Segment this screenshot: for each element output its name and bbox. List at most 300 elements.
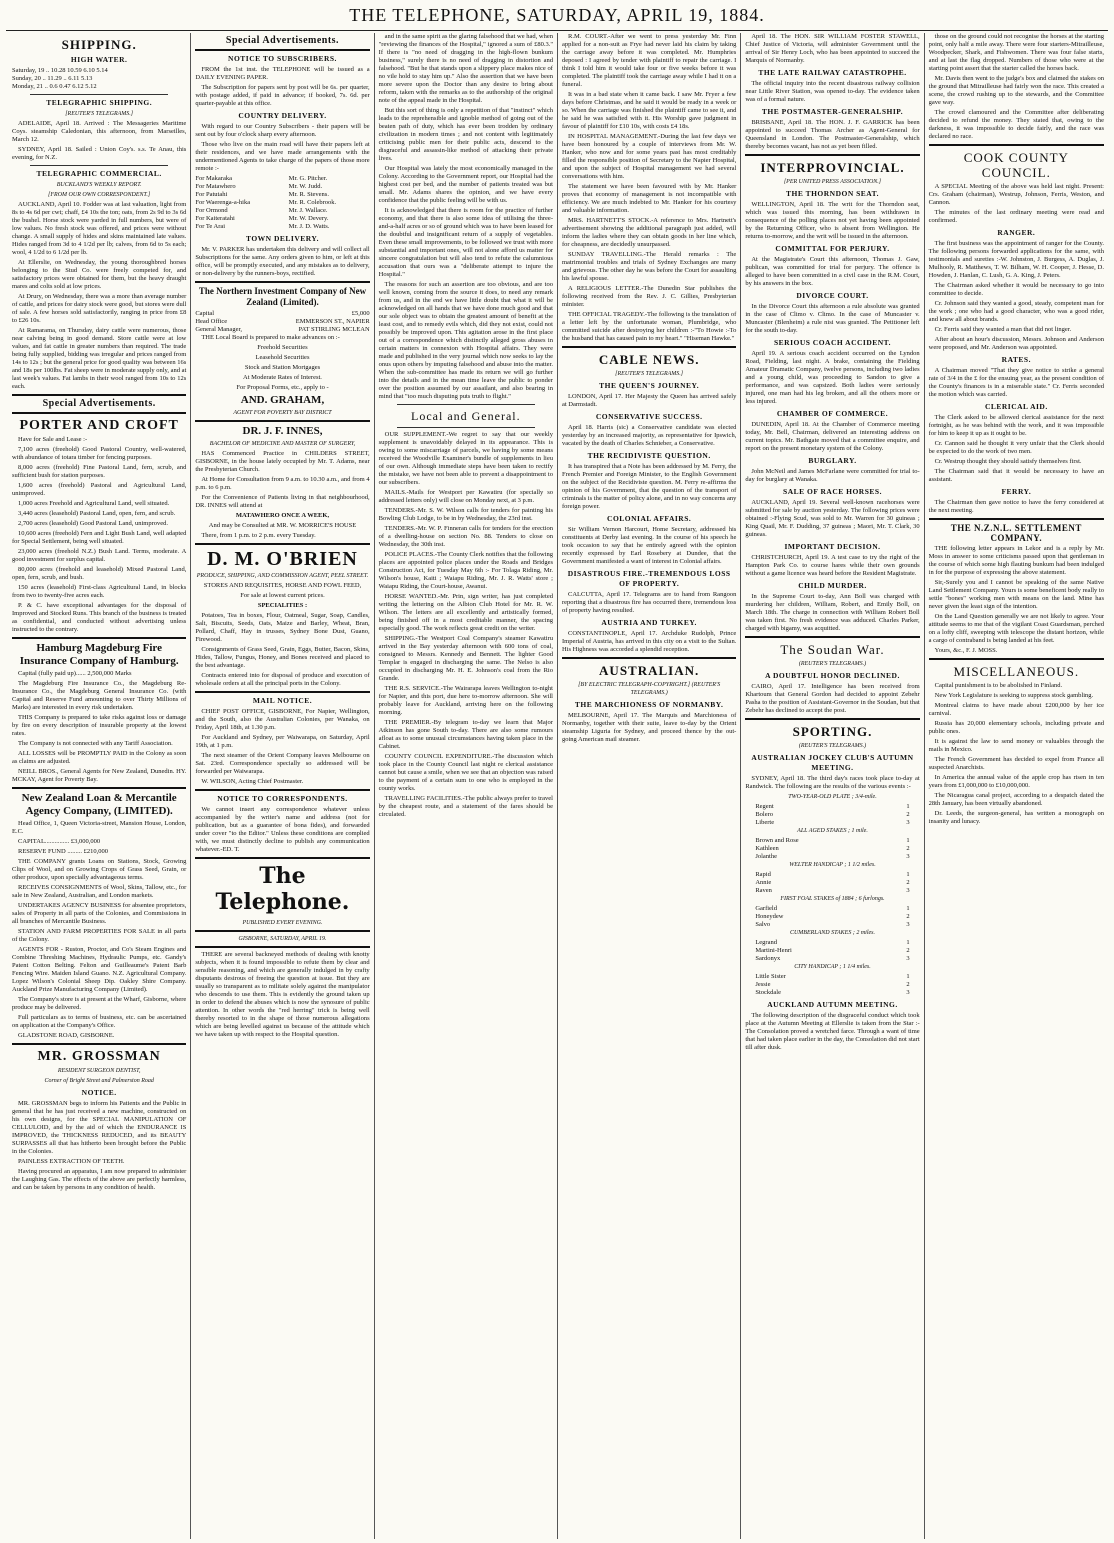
table-row — [195, 183, 369, 191]
paragraph: TRAVELLING FACILITIES.-The public always prefer to travel by the cheapest route, and a statement of the fares should be circulated. — [378, 795, 553, 818]
paragraph: Contracts entered into for disposal of produce and execution of wholesale orders at all the principal ports in the Colony. — [195, 672, 370, 687]
subheading: AUSTRIA AND TURKEY. — [601, 618, 697, 627]
source-line: [BY ELECTRIC TELEGRAPH-COPYRIGHT.] (REUTER'S TELEGRAMS.) — [578, 682, 721, 696]
paragraph: 8,000 acres (freehold) Fine Pastoral Land, fern, scrub, and sufficient bush for station purposes. — [12, 464, 187, 479]
horse-name: Jolanthe — [755, 853, 777, 860]
table-row — [745, 905, 919, 913]
divider — [12, 394, 186, 396]
divider — [12, 637, 186, 639]
paragraph: ALL LOSSES will be PROMPTLY PAID in the Colony as soon as claims are adjusted. — [12, 750, 187, 765]
paragraph: With regard to our Country Subscribers - their papers will be sent out by four o'clock sharp every afternoon. — [195, 123, 370, 138]
columns — [8, 33, 1108, 1539]
paragraph: April 19. A serious coach accident occurred on the Lyndon Road, Fielding, last night. A brake, containing the Fielding Amateur Dramatic Company, twelve persons, including two ladies and a young child, was proceeding to Sandon to give a performance, and was capsized. Both ladies were seriously injured, one man had his leg broken, and all the others more or less injured. — [745, 350, 920, 405]
subheading: AGENT FOR POVERTY BAY DISTRICT — [233, 410, 332, 416]
paragraph: 10,600 acres (freehold) Fern and Light Bush Land, well adapted for Special Settlement, being well situated. — [12, 530, 187, 545]
paragraph: For the Convenience of Patients living in that neighbourhood, DR. INNES will attend at — [195, 494, 370, 509]
divider — [929, 658, 1104, 660]
agent-place: For Waerenga-a-hika — [195, 199, 251, 206]
dateline: GISBORNE, SATURDAY, APRIL 19. — [238, 936, 327, 942]
section-heading: COUNTRY DELIVERY. — [238, 111, 327, 120]
subheading: AUCKLAND AUTUMN MEETING. — [767, 1000, 898, 1009]
paragraph: RESERVE FUND ......... £210,000 — [18, 848, 108, 855]
agent-place: For Ormond — [195, 207, 228, 214]
paragraph: Those who live on the main road will have their papers left at their residences, and we have made arrangements with the undermentioned Agents to take charge of the papers of those more remote :- — [195, 141, 370, 172]
paragraph: The Company is not connected with any Tariff Association. — [18, 740, 173, 747]
shipping-heading: SHIPPING. — [61, 37, 137, 52]
paragraph: DUNEDIN, April 18. At the Chamber of Commerce meeting today, Mr. Bell, Chairman, delivered an interesting address on current topics. Mr. Bathgate moved that a committee enquire, and report on the present monetary system of the Colony. — [745, 421, 920, 452]
race-title: ALL AGED STAKES ; 1 mile. — [797, 828, 868, 834]
ad-title: D. M. O'BRIEN — [207, 548, 358, 570]
section-heading: THE N.Z.N.L. SETTLEMENT COMPANY. — [950, 523, 1082, 543]
table-row — [195, 191, 369, 199]
paragraph: There, from 1 p.m. to 2 p.m. every Tuesday. — [201, 532, 316, 539]
placing: 1 — [906, 905, 910, 912]
section-heading: TELEGRAPHIC SHIPPING. — [46, 98, 153, 107]
source-line: [REUTER'S TELEGRAMS.] — [65, 111, 134, 117]
race-table — [745, 905, 919, 929]
placing: 1 — [906, 803, 910, 810]
ad-title: New Zealand Loan & Mercantile Agency Company, (LIMITED). — [21, 792, 177, 817]
paragraph: It was in a bad state when it came back. I saw Mr. Fryer a few days before Christmas, and he said it would be ready in a week or so. When the carriage was finished the plaintiff came to see it, and he said he was satisfied with it. His Worship gave judgment in favour of plaintiff for £10 10s, with costs £4 18s. — [561, 91, 737, 130]
ad-title: The Northern Investment Company of New Zealand (Limited). — [198, 286, 367, 307]
paragraph: TENDERS.-Mr. S. W. Wilson calls for tenders for painting his Bowling Club Lodge, to be in by Wednesday, the 23rd inst. — [378, 507, 553, 522]
paragraph: THE OFFICIAL TRAGEDY.-The following is the translation of a letter left by the unfortunate woman, Plumbridge, who committed suicide after destroying her children :-"To Howie :-To the husband that has caused pain to my heart." "Hiseman Hawke." — [561, 311, 737, 342]
subheading: THE QUEEN'S JOURNEY. — [599, 381, 700, 390]
paragraph: Full particulars as to terms of business, etc. can be ascertained on application at the Company's Office. — [12, 1014, 187, 1029]
agent-name: Mr. W. Judd. — [288, 183, 323, 190]
race-table — [745, 939, 919, 963]
paragraph: AUCKLAND, April 19. Several well-known racehorses were submitted for sale by auction yesterday. The following prices were obtained :-Flying Scud, was sold to Mr. Warren for 30 guineas ; King Quail, Mr. F. Dudding, 37 guineas ; Maori, Mr. T. Clark, 30 guineas. — [745, 499, 920, 538]
section-heading: MAIL NOTICE. — [252, 696, 313, 705]
paragraph: SYDNEY, April 18. Sailed : Union Coy's. s.s. Te Anau, this evening, for N.Z. — [12, 146, 187, 161]
ad-title: MR. GROSSMAN — [37, 1049, 161, 1064]
paragraph: Consignments of Grass Seed, Grain, Eggs, Butter, Bacon, Skins, Hides, Tallow, Fungus, Honey, and Bones received and placed to the best advantage. — [195, 646, 370, 669]
table-row — [745, 939, 919, 947]
divider — [195, 946, 369, 948]
paragraph: April 18. Harris (sic) a Conservative candidate was elected yesterday by an increased majority, as representative for Ipswich, vacated by the death of Charles Schnieber, a Conservative. — [561, 424, 737, 447]
horse-name: Legrand — [755, 939, 777, 946]
list-item: MATAWHERO ONCE A WEEK, — [235, 512, 330, 519]
paragraph: The Chairman then gave notice to have the ferry considered at the next meeting. — [928, 499, 1104, 514]
paragraph: It has transpired that a Note has been addressed by M. Ferry, the French Premier and Foreign Minister, to the English Government on the subject of the Recidiviste question. M. Ferry re-affirms the opinion of his Government, that the question of the transport of criminals is the matter of policy alone, and in no way concerns any foreign power. — [561, 463, 737, 510]
section-heading: The Soudan War. — [780, 642, 885, 657]
section-heading: CABLE NEWS. — [598, 352, 700, 367]
section-heading: INTERPROVINCIAL. — [760, 160, 905, 175]
table-row — [745, 837, 919, 845]
paragraph: CHRISTCHURCH, April 19. A test case to try the right of the Hampton Park Co. to course hares while their own grounds without a game licence was heard before the Resident Magistrate. — [745, 554, 920, 577]
label: Capital — [195, 310, 215, 317]
list-item: Freehold Securities — [257, 344, 308, 351]
tide-table — [12, 67, 186, 91]
subheading: FERRY. — [1001, 487, 1032, 496]
paragraph: Cr. Johnson said they wanted a good, steady, competent man for the work ; one who had a good character, who was a good rider, and knew all about brands. — [928, 300, 1104, 323]
divider — [397, 404, 535, 405]
paragraph: In the Supreme Court to-day, Ann Boll was charged with murdering her children, William, Robert, and Emily Boll, on March 18th. The charge in connection with William Robert Boll was taken first. No fresh evidence was adduced. Charles Parker, charged with bigamy, was acquitted. — [745, 593, 920, 632]
paragraph: The Nicaragua canal project, according to a despatch dated the 28th January, has been virtually abandoned. — [928, 792, 1104, 807]
divider — [745, 154, 919, 156]
subheading: THE POSTMASTER-GENERALSHIP. — [761, 107, 904, 116]
agent-place: For Te Arai — [195, 223, 226, 230]
ad-title: Hamburg Magdeburg Fire Insurance Company of Hamburg. — [19, 642, 179, 667]
paragraph: W. WILSON, Acting Chief Postmaster. — [201, 778, 304, 785]
horse-name: Stockdale — [755, 989, 781, 996]
divider — [30, 165, 168, 166]
divider — [195, 543, 369, 545]
paragraph: John McNeil and James McFarlane were committed for trial to-day for burglary at Wanaka. — [745, 468, 920, 483]
paragraph: those on the ground could not recognise the horses at the starting point, only half a mile away. There were four starters-Mitrailleuse, Woodpecker, Shark, and Fishwomen. There was four false starts, and at last the flag dropped. Numbers of those who were at the starting point assert that the starter called the horses back. — [928, 33, 1104, 72]
horse-name: Annie — [755, 879, 772, 886]
paragraph: Potatoes, Tea in boxes, Flour, Oatmeal, Sugar, Soap, Candles, Salt, Biscuits, Seeds, Oats, Maize and Barley, Wheat, Bran, Pollard, Chaff, Hay in trusses, Sydney Bone Dust, Guano, Firewood. — [195, 612, 370, 643]
subheading: CHILD MURDER. — [798, 581, 867, 590]
paragraph: CAPITAL............... £3,000,000 — [18, 838, 101, 845]
subheading: THE LATE RAILWAY CATASTROPHE. — [758, 68, 907, 77]
horse-name: Jessie — [755, 981, 771, 988]
paragraph: Cr. Cannon said he thought it very unfair that the Clerk should be expected to do the work of two men. — [928, 440, 1104, 455]
agent-name: Mr. J. Wallace. — [288, 207, 328, 214]
paragraph: SUNDAY TRAVELLING.-The Herald remarks : The matrimonial troubles and trials of Sydney Exchanges are many and grievous. The other day he was before the Court for assaulting his lawful spouse. — [561, 251, 737, 282]
paragraph: Cr. Ferris said they wanted a man that did not linger. — [934, 326, 1072, 333]
list-item: For sale at lowest current prices. — [240, 592, 325, 599]
paragraph: Head Office, 1, Queen Victoria-street, Mansion House, London, E.C. — [12, 820, 187, 835]
section-heading: AUSTRALIAN. — [599, 663, 700, 678]
table-row — [745, 819, 919, 827]
paragraph: On the Land Question generally we are not likely to agree. Your attitude seems to me that of the vigilant Coast Guardsman, perched on a lofty cliff, sweeping with telescope the distant horizon, while a cargo of contraband is being landed at his feet. — [928, 613, 1104, 644]
paragraph: AUCKLAND, April 10. Fodder was at last valuation, light from 8s to 4s 6d per cwt; chaff, £4 10s the ton; oats, from 2s 9d to 3s 6d the bushel. Horse stock were yarded in full numbers, but were of low values. No fresh stock was offered, and prices were without change. A small supply of hides and skins maintained late values. Hides ranged from 3d to 4 1/2d per lb; calves, from 6d to 5s each; wool, 4 1/2d to 6 1/2d per lb. — [12, 201, 187, 256]
divider — [562, 346, 736, 348]
race-table — [745, 837, 919, 861]
paragraph: Having procured an apparatus, I am now prepared to administer the Laughing Gas. The effects of the above are perfectly harmless, and can be taken by persons in any condition of health. — [12, 1168, 187, 1191]
paragraph: CALCUTTA, April 17. Telegrams are to hand from Rangoon reporting that a disastrous fire has occurred there, tremendous loss of property having resulted. — [561, 591, 737, 614]
race-title: WELTER HANDICAP ; 1 1/2 miles. — [789, 862, 876, 868]
placing: 1 — [906, 939, 910, 946]
paragraph: At the Magistrate's Court this afternoon, Thomas J. Gaw, publican, was committed for trial for perjury. The offence is alleged to have been committed in a civil case in the R.M. Court, by his answers in the box. — [745, 256, 920, 287]
paragraph: CAIRO, April 17. Intelligence has been received from Khartoum that General Gordon had decided to appoint Zebehr Pasha to the position of Assistant-Governor in the Soudan, but that Zebehr has declined to accept the post. — [745, 683, 920, 714]
paragraph: At Ramarama, on Thursday, dairy cattle were numerous, those near calving being in good demand. Store cattle were at low values, and fat cattle in greater numbers than required. The trade being fully supplied, bidding was irregular and prices ranged from 14s to 12s ; but the general price for good quality was between 16s and 18s per 100lbs. Fat sheep were in moderate supply only, and at last week's values. Fat lambs in their wool ranged from 10s to 12s each. — [12, 327, 187, 390]
tide-row: Monday, 21 .. 0.6 0.47 6.12 5.12 — [12, 83, 97, 90]
horse-name: Little Sister — [755, 973, 786, 980]
list-item: For Proposal Forms, etc., apply to - — [236, 384, 329, 391]
paragraph: Capital (fully paid up)...... 2,500,000 Marks — [18, 670, 132, 677]
paragraph: 1,600 acres (freehold) Pastoral and Agricultural Land, unimproved. — [12, 482, 187, 497]
table-row — [195, 318, 369, 326]
paragraph: THE PREMIER.-By telegram to-day we learn that Major Atkinson has gone South to-day. There are also some rumours afloat as to some unusual circumstances having taken place in the Cabinet. — [378, 719, 553, 750]
paragraph: A RELIGIOUS LETTER.-The Dunedin Star publishes the following received from the Rev. J. C. Gillies, Presbyterian minister. — [561, 285, 737, 308]
placing: 3 — [906, 853, 910, 860]
paragraph: PAINLESS EXTRACTION OF TEETH. — [18, 1158, 125, 1165]
divider — [12, 1043, 186, 1045]
masthead: THE TELEPHONE, SATURDAY, APRIL 19, 1884. — [349, 5, 765, 25]
subheading: THE MARCHIONESS OF NORMANBY. — [574, 700, 724, 709]
value: PAT STIRLING MCLEAN — [298, 326, 370, 333]
section-heading: Special Advertisements. — [42, 398, 156, 409]
paragraph: MR. GROSSMAN begs to inform his Patients and the Public in general that he has just received a new machine, constructed on his own designs, for the SPECIAL MANIPULATION OF CELLULOID, and by the aid of which the ENDURANCE IS IMPROVED, the THICKNESS REDUCED, and its BEAUTY SURPASSES all that has hitherto been brought before the Public in the Colonies. — [12, 1100, 187, 1155]
placing: 1 — [906, 871, 910, 878]
table-row — [745, 921, 919, 929]
divider — [929, 518, 1104, 520]
paragraph: SHIPPING.-The Westport Coal Company's steamer Kawatiru arrived in the Bay yesterday afternoon with 600 tons of coal, consigned to Messrs. Kennedy and Bennett. The lighter Good Templar is engaged in discharging the same. The Nelso is also occupied in discharging Mr. H. E. Johnson's coal from the Rio Grande. — [378, 635, 553, 682]
paragraph: The first business was the appointment of ranger for the County. The following persons forwarded applications for the same, with testimonials and sureties :-W. Johnston, J. Burgess, A. Duglas, J. Mulhooly, R. Matthews, T. W. Bilham, W. H. Cooper, J. Hesse, D. Howden, J. Hanlan, C. Lush, G. A. King, J. Peters. — [928, 240, 1104, 279]
tide-row: Saturday, 19 .. 10.28 10.59 6.10 5.14 — [12, 67, 108, 74]
paragraph: The next steamer of the Orient Company leaves Melbourne on Sat. 23rd. Correspondence specially so addressed will be forwarded per Waiwarapa. — [195, 752, 370, 775]
list-item: SPECIALITIES : — [257, 602, 308, 609]
paragraph: CONSTANTINOPLE, April 17. Archduke Rudolph, Prince Imperial of Austria, has arrived in this city on a visit to the Sultan. His Highness was accorded a splendid reception. — [561, 630, 737, 653]
section-heading: Special Advertisements. — [225, 35, 340, 46]
paragraph: 3,440 acres (leasehold) Pastoral Land, open, fern, and scrub. — [18, 510, 176, 517]
subheading: A DOUBTFUL HONOR DECLINED. — [765, 671, 900, 680]
race-table — [745, 803, 919, 827]
subheading: RANGER. — [997, 228, 1036, 237]
paragraph: A SPECIAL Meeting of the above was held last night. Present: Crs. Graham (chairman), Westrup, Johnson, Ferris, Weston, and Cannon. — [928, 183, 1104, 206]
race-table — [745, 973, 919, 997]
paragraph: IN HOSPITAL MANAGEMENT.-During the last few days we have been honoured by a couple of interviews from Mr. W. Hanker, who now and for some years past has most creditably filled the responsible position of Secretary to the Napier Hospital, and upon the subject of Hospital management we had several conversations with him. — [561, 133, 737, 180]
paragraph: Dr. Leeds, the surgeon-general, has written a monograph on insanity and lunacy. — [928, 810, 1104, 825]
table-row — [195, 223, 369, 231]
paragraph: 2,700 acres (leasehold) Good Pastoral Land, unimproved. — [18, 520, 169, 527]
section-heading: COOK COUNTY COUNCIL. — [963, 150, 1069, 180]
paragraph: MELBOURNE, April 17. The Marquis and Marchioness of Normanby, together with their suite, leave to-day by the Orient steamship Liguria for Sydney, and proceed thence by the out-going American mail steamer. — [561, 712, 737, 743]
section-heading: NOTICE TO CORRESPONDENTS. — [217, 794, 348, 803]
subheading: IMPORTANT DECISION. — [784, 542, 881, 551]
divider — [195, 281, 369, 283]
source-line: (REUTER'S TELEGRAMS.) — [798, 661, 867, 667]
paragraph: Yours, &c., F. J. MOSS. — [934, 647, 998, 654]
tide-row: Sunday, 20 .. 11.29 .. 6.11 5.13 — [12, 75, 93, 82]
list-item: Stock and Station Mortgages — [244, 364, 321, 371]
paragraph: Our Hospital was lately the most economically managed in the Colony. According to the Government report, our Hospital had the highest cost per bed, and the number of patients treated was but small. Mr. Adams shares the opinion, and we have every confidence that the public feeling will be with us. — [378, 165, 553, 204]
agent-name: Mr. R. Colebrook. — [288, 199, 337, 206]
section-heading: TOWN DELIVERY. — [245, 234, 319, 243]
divider — [929, 144, 1104, 146]
section-heading: NOTICE. — [81, 1088, 117, 1097]
paragraph: OUR SUPPLEMENT.-We regret to say that our weekly supplement is unavoidably delayed in its appearance. This is owing to some miscarriage of parcels, we having by some means received the Woodville Examiner's bundle of supplements in lieu of our own. Although immediate steps have been taken to rectify the mistake, we have not been able to prevent a disappointment to our subscribers. — [378, 431, 553, 486]
placing: 2 — [906, 845, 910, 852]
label: Head Office — [195, 318, 228, 325]
paragraph: LONDON, April 17. Her Majesty the Queen has arrived safely at Darmstadt. — [561, 393, 737, 408]
table-row — [745, 955, 919, 963]
paragraph: Montreal claims to have made about £200,000 by her ice carnival. — [928, 702, 1104, 717]
source-line: [PER UNITED PRESS ASSOCIATION.] — [783, 179, 882, 185]
horse-name: Bolero — [755, 811, 774, 818]
subheading: DIVORCE COURT. — [796, 291, 869, 300]
table-row — [745, 811, 919, 819]
paragraph: NEILL BROS., General Agents for New Zealand, Dunedin. HY. MCKAY, Agent for Poverty Bay. — [12, 768, 187, 783]
subheading: CLERICAL AID. — [984, 402, 1048, 411]
paragraph: The following description of the disgraceful conduct which took place at the Autumn Meeting at Ellerslie is taken from the Star :- The Consolation proved a wretched farce. Through a want of time that had taken place earlier in the day, the Consolation did not start till after dusk. — [745, 1012, 920, 1051]
paragraph: THIS Company is prepared to take risks against loss or damage by fire on every description of insurable property at the lowest rates. — [12, 714, 187, 737]
section-heading: NOTICE TO SUBSCRIBERS. — [228, 54, 337, 63]
paragraph: In America the annual value of the apple crop has risen in ten years from £1,000,000 to £10,000,000. — [928, 774, 1104, 789]
subheading: COMMITTAL FOR PERJURY. — [775, 244, 890, 253]
divider — [397, 427, 535, 428]
table-row — [195, 175, 369, 183]
divider — [195, 49, 369, 51]
ad-title: AND. GRAHAM, — [240, 394, 325, 406]
race-title: CITY HANDICAP ; 1 1/4 miles. — [794, 964, 871, 970]
table-row — [745, 845, 919, 853]
divider — [12, 412, 186, 414]
subheading: BUCKLAND'S WEEKLY REPORT. — [56, 182, 142, 188]
subheading: RESIDENT SURGEON DENTIST, — [57, 1068, 141, 1074]
paragraph: But this sort of thing is only a repetition of that "instinct" which leads to the reprehensible and ignoble method of going out of the beaten path of duty, which has ever been trodden by ordinary civilization in modern times ; and not content with legitimately criticising public men for their public acts, descend to the disgraceful and assassin-like method of attacking their private lives. — [378, 107, 553, 162]
paragraph: It is against the law to send money or valuables through the mails in Mexico. — [928, 738, 1104, 753]
divider — [195, 857, 369, 859]
tide-heading: HIGH WATER. — [70, 55, 128, 64]
paragraph: POLICE PLACES.-The County Clerk notifies that the following places are appointed police places under the Roads and Bridges Construction Act, for Tuesday May 6th :- For Tolaga Riding, Mr. Wilson's house, Kaiti ; Waiapu Riding, Mr. J. R. Watts' store ; Waiapu Riding, the Court-house, Awanui. — [378, 551, 553, 590]
paragraph: Russia has 20,000 elementary schools, including private and public ones. — [928, 720, 1104, 735]
paragraph: The official inquiry into the recent disastrous railway collision near Little River Station, was opened to-day. The evidence taken was of a formal nature. — [745, 80, 920, 103]
paragraph: 1,000 acres Freehold and Agricultural Land, well situated. — [18, 500, 170, 507]
agent-place: For Matawhero — [195, 183, 236, 190]
horse-name: Regent — [755, 803, 774, 810]
race-table — [745, 871, 919, 895]
subheading: RATES. — [1001, 355, 1031, 364]
divider — [195, 691, 369, 693]
horse-name: Liberte — [755, 819, 775, 826]
column-1 — [8, 33, 191, 1539]
subheading: BURGLARY. — [808, 456, 857, 465]
placing: 3 — [906, 989, 910, 996]
agent-name: Mr. J. D. Watts. — [288, 223, 330, 230]
subheading: Corner of Bright Street and Palmerston Road — [44, 1078, 154, 1084]
ad-title: PORTER AND CROFT — [19, 418, 179, 433]
paragraph: Sir,-Surely you and I cannot be speaking of the same Native Land Settlement Company. Yours is some beneficent body really to settle "bones" working men with means on the land. Mine has never given the least sign of the intention. — [928, 579, 1104, 610]
paragraph: The Subscription for papers sent by post will be 6s. per quarter, with postage added, if paid in advance; if booked, 7s. 6d. per quarter-payable at this office. — [195, 84, 370, 107]
table-row — [745, 913, 919, 921]
table-row — [745, 879, 919, 887]
horse-name: Martini-Henri — [755, 947, 792, 954]
table-row — [195, 326, 369, 334]
table-row — [745, 803, 919, 811]
divider — [195, 930, 369, 932]
paragraph: CHIEF POST OFFICE, GISBORNE, For Napier, Wellington, and the South, also the Australian Colonies, per Wanaka, on Friday, April 18th, at 1.30 p.m. — [195, 708, 370, 731]
paragraph: SYDNEY, April 18. The third day's races took place to-day at Randwick. The following are the results of the various events :- — [745, 775, 920, 790]
paragraph: At Home for Consultation from 9 a.m. to 10.30 a.m., and from 4 p.m. to 6 p.m. — [195, 476, 370, 491]
paragraph: STATION AND FARM PROPERTIES FOR SALE in all parts of the Colony. — [12, 928, 187, 943]
placing: 1 — [906, 973, 910, 980]
paragraph: THE Local Board is prepared to make advances on :- — [201, 334, 340, 341]
paragraph: Capital punishment is to be abolished in Finland. — [934, 682, 1063, 689]
placing: 2 — [906, 879, 910, 886]
subheading: DISASTROUS FIRE.-TREMENDOUS LOSS OF PROPERTY. — [567, 569, 731, 588]
subheading: COLONIAL AFFAIRS. — [607, 514, 692, 523]
label: General Manager, — [195, 326, 242, 333]
horse-name: Raven — [755, 887, 772, 894]
paragraph: New York Legislature is seeking to suppress stock gambling. — [934, 692, 1094, 699]
subheading: CONSERVATIVE SUCCESS. — [595, 412, 703, 421]
horse-name: Brown and Rose — [755, 837, 799, 844]
paragraph: HORSE WANTED.-Mr. Prin, sign writer, has just completed writing the lettering on the Albion Club Hotel for Mr. R. W. Wilson. The letters are all excellently and artistically formed, being finished off in a most creditable manner, the spacing especially good. The work reflects great credit on the writer. — [378, 593, 553, 632]
list-item: At Moderate Rates of Interest. — [243, 374, 322, 381]
placing: 2 — [906, 981, 910, 988]
paragraph: TENDERS.-Mr. W. P. Finneran calls for tenders for the erection of a dwelling-house on section No. 88. Tenders to close on Wednesday, the 30th inst. — [378, 525, 553, 548]
horse-name: Kathleen — [755, 845, 779, 852]
placing: 3 — [906, 819, 910, 826]
nameplate: The Telephone. — [215, 863, 350, 915]
race-title: CUMBERLAND STAKES ; 2 miles. — [789, 930, 876, 936]
paragraph: April 18. The HON. SIR WILLIAM FOSTER STAWELL, Chief Justice of Victoria, will administer Government until the arrival of Sir Henry Loch, who has been appointed to succeed the Marquis of Normanby. — [745, 33, 920, 64]
divider — [745, 636, 919, 638]
paragraph: THE COMPANY grants Loans on Stations, Stock, Growing Clips of Wool, and on Growing Crops of Grass Seed, Grain, or other produce, upon specially advantageous terms. — [12, 858, 187, 881]
table-row — [745, 973, 919, 981]
paragraph: RECEIVES CONSIGNMENTS of Wool, Skins, Tallow, etc., for sale in New Zealand, Australian, and London markets. — [12, 884, 187, 899]
paragraph: The French Government has decided to expel from France all suspected Anarchists. — [928, 756, 1104, 771]
paragraph: UNDERTAKES AGENCY BUSINESS for absentee proprietors, sales of Property in all parts of the Colonies, and Commissions in all branches of Mercantile Business. — [12, 902, 187, 925]
subheading: CHAMBER OF COMMERCE. — [776, 409, 889, 418]
company-table — [195, 310, 369, 334]
column-5 — [741, 33, 924, 1539]
race-results — [745, 793, 919, 997]
value: £5,000 — [351, 310, 370, 317]
paragraph: AGENTS FOR - Ruston, Proctor, and Co's Steam Engines and Combine Threshing Machines, Hydraulic Pumps, etc. Gandy's Patent Cotton Belting. Felton and Guilleaume's Patent Barb Fencing Wire. Maiden Island Guano. N.Z. Agricultural Company. Lopez Wilson's Colonial Sheep Dip. Oakley Shire Company. Auckland Prize Manufacturing Company (Limited). — [12, 946, 187, 993]
paragraph: 23,000 acres (freehold N.Z.) Bush Land. Terms, moderate. A good investment for surplus capital. — [12, 548, 187, 563]
subheading: THE THORNDON SEAT. — [786, 189, 879, 198]
paragraph: and in the same spirit as the glaring falsehood that we had, when "reviewing the finances of the Hospital," ignored a sum of £80.3." If there is "no need of dragging in the high-flown bunkum business," surely there is no need of dragging in distortion and falsehood. "But he that stands upon a slippery place makes nice of no vile hold to stay him up." Also the assertion that we have been more severe upon the Doctor than any desire to bring about reform, taken with the remarks as to the authorship of the original note of the appeal made in the Hospital. — [378, 33, 553, 104]
paragraph: After about an hour's discussion, Messrs. Johnson and Anderson were proposed, and Mr. Anderson was appointed. — [928, 336, 1104, 351]
placing: 1 — [906, 837, 910, 844]
table-row — [745, 853, 919, 861]
paragraph: GLADSTONE ROAD, GISBORNE. — [18, 1032, 115, 1039]
paragraph: At Ellerslie, on Wednesday, the young thoroughbred horses belonging to the Stud Co. were freely competed for, and satisfactory prices were obtained for them, but the heavy draught mares and colts sold at low prices. — [12, 259, 187, 290]
paragraph: MAILS.-Mails for Westport per Kawatiru (for specially so addressed letters only) will close on Monday next, at 3 p.m. — [378, 489, 553, 504]
table-row — [745, 947, 919, 955]
value: EMMERSON ST., NAPIER — [295, 318, 370, 325]
divider — [745, 718, 919, 720]
placing: 3 — [906, 887, 910, 894]
masthead-rule — [6, 30, 1108, 31]
paragraph: The statement we have been favoured with by Mr. Hanker proves that economy of management is not incompatible with efficiency. We are much indebted to Mr. Hanker for his courtesy and valuable information. — [561, 183, 737, 214]
table-row — [195, 310, 369, 318]
divider — [30, 94, 168, 95]
list-item: STORES AND REQUISITES, HORSE AND FOWL FEED, — [203, 582, 362, 589]
horse-name: Garfield — [755, 905, 777, 912]
paragraph: Cr. Westrup thought they should satisfy themselves first. — [934, 458, 1082, 465]
column-2 — [191, 33, 374, 1539]
agent-place: For Kaiteratahi — [195, 215, 235, 222]
paragraph: For Auckland and Sydney, per Waiwarapa, on Saturday, April 19th, at 1 p.m. — [195, 734, 370, 749]
paragraph: HAS Commenced Practice in CHILDERS STREET, GISBORNE, in the house lately occupied by Mr. T. Adams, near the Presbyterian Church. — [195, 450, 370, 473]
table-row — [745, 989, 919, 997]
subheading: SALE OF RACE HORSES. — [783, 487, 882, 496]
paragraph: ADELAIDE, April 18. Arrived : The Messageries Maritime Coys. steamship Caledonian, this afternoon, from Marseilles, March 12. — [12, 120, 187, 143]
list-item: And may be Consulted at MR. W. MORRICE'S HOUSE — [208, 522, 357, 529]
paragraph: 7,100 acres (freehold) Good Pastoral Country, well-watered, with abundance of totara timber for fencing purposes. — [12, 446, 187, 461]
paragraph: The Clerk asked to be allowed clerical assistance for the next fortnight, as he was behind with the work, and it was impossible for him to keep it up as it ought to be. — [928, 414, 1104, 437]
table-row — [195, 207, 369, 215]
placing: 2 — [906, 913, 910, 920]
table-row — [745, 871, 919, 879]
list-item: Leasehold Securities — [255, 354, 310, 361]
paragraph: FROM the 1st inst. the TELEPHONE will be issued as a DAILY EVENING PAPER. — [195, 66, 370, 81]
paragraph: Mr. Davis then went to the judge's box and claimed the stakes on the ground that Mitrailleuse had fairly won the race. This created a scene, the crowd rushing up to the stewards, and the Committee gave way. — [928, 75, 1104, 106]
horse-name: Honeydew — [755, 913, 784, 920]
subheading: PRODUCE, SHIPPING, AND COMMISSION AGENT, PEEL STREET. — [196, 573, 369, 579]
agent-name: Mr. R. Stevens. — [288, 191, 329, 198]
paragraph: The Company's store is at present at the Wharf, Gisborne, where produce may be delivered. — [12, 996, 187, 1011]
paragraph: WELLINGTON, April 18. The writ for the Thorndon seat, which was issued this morning, has been withdrawn in consequence of the polling places not yet having been appointed by the Returning Officer, who is absent from Wellington. He returns to-morrow, and the writ will be issued in the afternoon. — [745, 201, 920, 240]
agent-place: For Patutahi — [195, 191, 228, 198]
table-row — [195, 199, 369, 207]
subheading: THE RECIDIVISTE QUESTION. — [587, 451, 711, 460]
agent-place: For Makaraka — [195, 175, 232, 182]
section-heading: Local and General. — [411, 409, 521, 423]
table-row — [745, 981, 919, 989]
table-row — [745, 887, 919, 895]
placing: 3 — [906, 955, 910, 962]
horse-name: Sardonyx — [755, 955, 781, 962]
paragraph: The crowd clamoured and the Committee after deliberating decided to refund the money. They stated that, owing to the darkness, it was impossible to decide fairly, and the race was declared no race. — [928, 109, 1104, 140]
divider — [195, 789, 369, 791]
placing: 2 — [906, 947, 910, 954]
